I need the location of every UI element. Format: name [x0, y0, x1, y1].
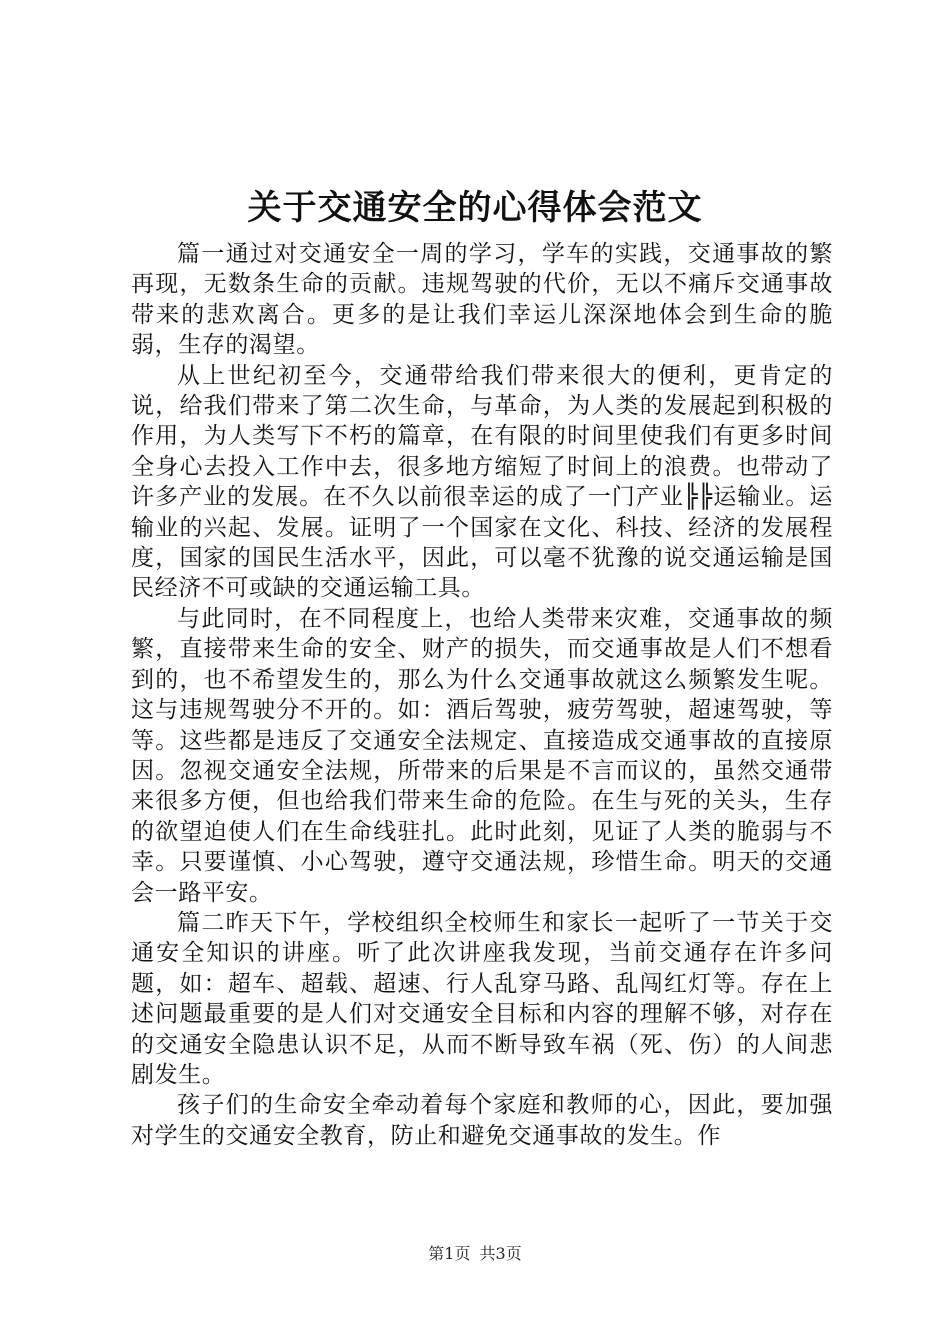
- paragraph-2: 从上世纪初至今，交通带给我们带来很大的便利，更肯定的说，给我们带来了第二次生命，与革命，为人类的发展起到积极的作用，为人类写下不朽的篇章，在有限的时间里使我们有更多时间全身心去投入工作中去，很多地方缩短了时间上的浪费。也带动了许多产业的发展。在不久以前很幸运的成了一门产业╠╠运输业。运输业的兴起、发展。证明了一个国家在文化、科技、经济的发展程度，国家的国民生活水平，因此，可以毫不犹豫的说交通运输是国民经济不可或缺的交通运输工具。: [131, 362, 833, 602]
- paragraph-4: 篇二昨天下午，学校组织全校师生和家长一起听了一节关于交通安全知识的讲座。听了此次讲座我发现，当前交通存在许多问题，如：超车、超载、超速、行人乱穿马路、乱闯红灯等。存在上述问题最重要的是人们对交通安全目标和内容的理解不够，对存在的交通安全隐患认识不足，从而不断导致车祸（死、伤）的人间悲剧发生。: [131, 909, 833, 1088]
- page-title: 关于交通安全的心得体会范文: [247, 188, 703, 228]
- paragraph-1: 篇一通过对交通安全一周的学习，学车的实践，交通事故的繁再现，无数条生命的贡献。违规驾驶的代价，无以不痛斥交通事故带来的悲欢离合。更多的是让我们幸运儿深深地体会到生命的脆弱，生存的渴望。: [131, 241, 833, 359]
- page-number: 第1页: [428, 1244, 471, 1263]
- document-body: [131, 239, 833, 1151]
- page-total: 共3页: [479, 1244, 522, 1263]
- paragraph-3: 与此同时，在不同程度上，也给人类带来灾难，交通事故的频繁，直接带来生命的安全、财产的损失，而交通事故是人们不想看到的，也不希望发生的，那么为什么交通事故就这么频繁发生呢。这与违规驾驶分不开的。如：酒后驾驶，疲劳驾驶，超速驾驶，等等。这些都是违反了交通安全法规定、直接造成交通事故的直接原因。忽视交通安全法规，所带来的后果是不言而议的，虽然交通带来很多方便，但也给我们带来生命的危险。在生与死的关头，生存的欲望迫使人们在生命线驻扎。此时此刻，见证了人类的脆弱与不幸。只要谨慎、小心驾驶，遵守交通法规，珍惜生命。明天的交通会一路平安。: [131, 605, 833, 906]
- paragraph-5: 孩子们的生命安全牵动着每个家庭和教师的心，因此，要加强对学生的交通安全教育，防止和避免交通事故的发生。作: [131, 1092, 833, 1149]
- page-footer: [0, 1244, 950, 1264]
